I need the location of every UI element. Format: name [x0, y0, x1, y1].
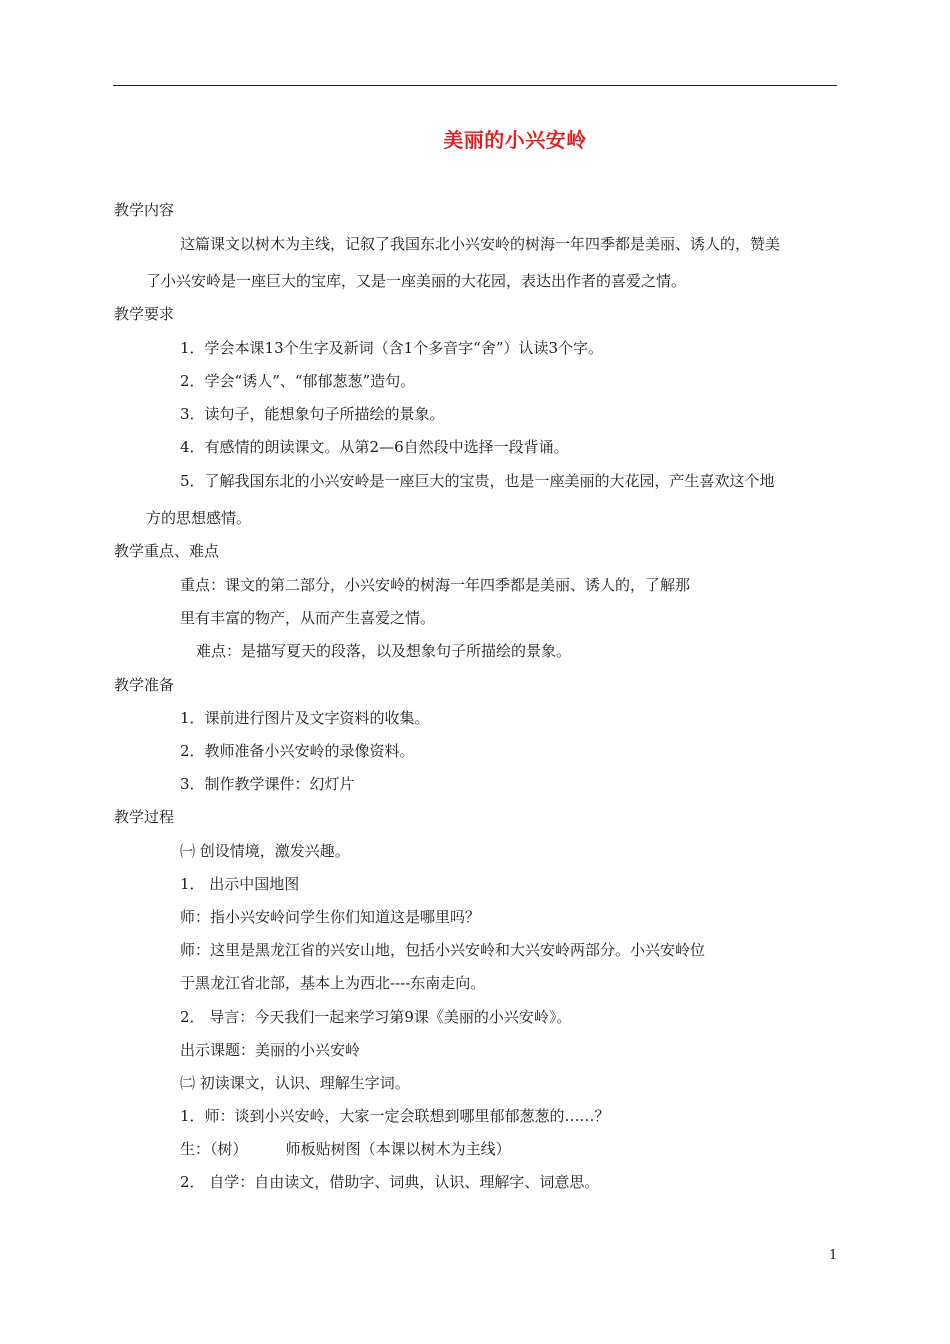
list-item: 2．学会“诱人”、“郁郁葱葱”造句。 — [180, 372, 416, 390]
list-item: 1．学会本课13个生字及新词（含1个多音字“舍”）认读3个字。 — [180, 339, 604, 357]
list-item-continuation: 方的思想感情。 — [146, 509, 252, 527]
heading-key-points: 教学重点、难点 — [114, 542, 220, 560]
list-item: 3．制作教学课件：幻灯片 — [180, 775, 355, 793]
process-line: 2． 自学：自由读文，借助字、词典，认识、理解字、词意思。 — [180, 1173, 600, 1191]
list-item: 5．了解我国东北的小兴安岭是一座巨大的宝贵，也是一座美丽的大花园，产生喜欢这个地 — [180, 472, 775, 490]
paragraph-line: 重点：课文的第二部分，小兴安岭的树海一年四季都是美丽、诱人的，了解那 — [180, 576, 691, 594]
page-number: 1 — [829, 1248, 838, 1263]
process-line: 师：这里是黑龙江省的兴安山地，包括小兴安岭和大兴安岭两部分。小兴安岭位 — [180, 941, 706, 959]
document-title: 美丽的小兴安岭 — [443, 128, 587, 152]
paragraph-line: 里有丰富的物产，从而产生喜爱之情。 — [180, 609, 436, 627]
paragraph-line: 这篇课文以树木为主线，记叙了我国东北小兴安岭的树海一年四季都是美丽、诱人的，赞美 — [180, 235, 781, 253]
process-line: ㈠ 创设情境，激发兴趣。 — [180, 842, 350, 860]
process-line: 1． 出示中国地图 — [180, 875, 300, 893]
process-line: 生：（树） 师板贴树图（本课以树木为主线） — [180, 1140, 511, 1158]
process-line: 师：指小兴安岭问学生你们知道这是哪里吗？ — [180, 908, 481, 926]
process-line: 2． 导言：今天我们一起来学习第9课《美丽的小兴安岭》。 — [180, 1008, 572, 1026]
list-item: 2．教师准备小兴安岭的录像资料。 — [180, 742, 415, 760]
heading-requirements: 教学要求 — [114, 305, 175, 323]
heading-content: 教学内容 — [114, 201, 175, 219]
heading-process: 教学过程 — [114, 808, 175, 826]
process-line: 出示课题：美丽的小兴安岭 — [180, 1041, 361, 1059]
list-item: 3．读句子，能想象句子所描绘的景象。 — [180, 405, 445, 423]
list-item: 1．课前进行图片及文字资料的收集。 — [180, 709, 430, 727]
process-line: 1．师：谈到小兴安岭，大家一定会联想到哪里郁郁葱葱的……？ — [180, 1107, 610, 1125]
heading-preparation: 教学准备 — [114, 676, 175, 694]
process-line: ㈡ 初读课文，认识、理解生字词。 — [180, 1074, 410, 1092]
paragraph-line: 难点：是描写夏天的段落，以及想象句子所描绘的景象。 — [196, 642, 572, 660]
header-rule — [113, 85, 837, 86]
paragraph-line: 了小兴安岭是一座巨大的宝库，又是一座美丽的大花园，表达出作者的喜爱之情。 — [146, 272, 687, 290]
list-item: 4．有感情的朗读课文。从第2—6自然段中选择一段背诵。 — [180, 438, 569, 456]
process-line: 于黑龙江省北部，基本上为西北----东南走向。 — [180, 974, 486, 992]
